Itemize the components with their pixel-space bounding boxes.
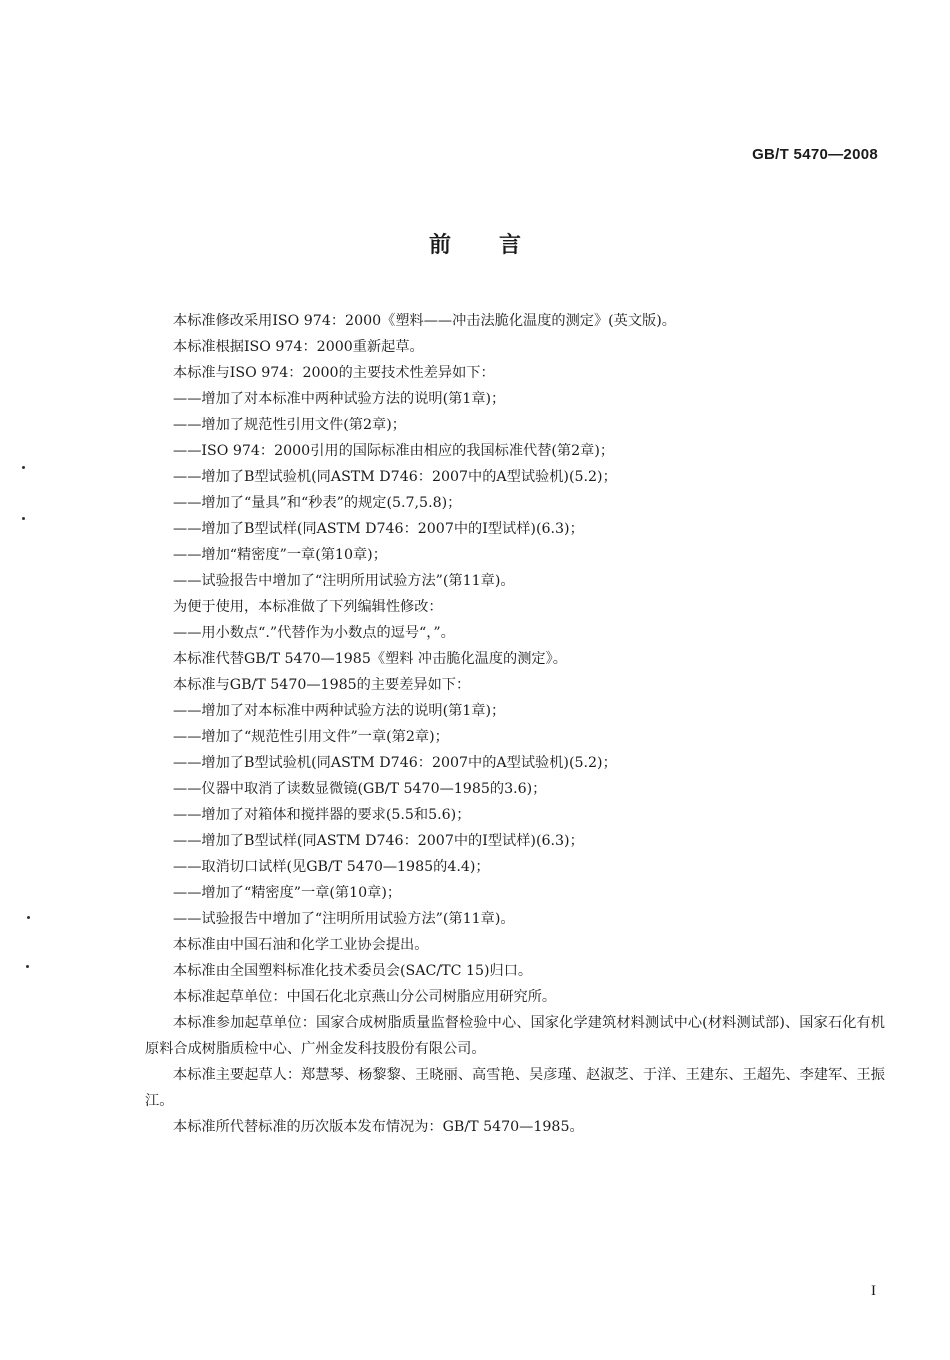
page-title: 前言 — [428, 233, 569, 258]
text-line: 本标准与GB/T 5470—1985的主要差异如下： — [173, 677, 471, 693]
list-item: ——增加了对本标准中两种试验方法的说明(第1章)； — [173, 391, 506, 407]
list-item: ——ISO 974：2000引用的国际标准由相应的我国标准代替(第2章)； — [173, 443, 615, 459]
list-item: ——增加了“量具”和“秒表”的规定(5.7,5.8)； — [173, 495, 462, 511]
text-line: 本标准由全国塑料标准化技术委员会(SAC/TC 15)归口。 — [173, 963, 533, 979]
scan-speck — [26, 965, 29, 968]
list-item: ——取消切口试样(见GB/T 5470—1985的4.4)； — [173, 859, 490, 875]
scan-speck — [22, 517, 25, 520]
list-item: ——增加了“精密度”一章(第10章)； — [173, 885, 402, 901]
text-paragraph: 本标准参加起草单位：国家合成树脂质量监督检验中心、国家化学建筑材料测试中心(材料测试部)、国家石化有机原料合成树脂质检中心、广州金发科技股份有限公司。 — [145, 1015, 885, 1057]
list-item: ——增加了B型试验机(同ASTM D746：2007中的A型试验机)(5.2)； — [173, 469, 617, 485]
list-item: ——试验报告中增加了“注明所用试验方法”(第11章)。 — [173, 573, 515, 589]
list-item: ——试验报告中增加了“注明所用试验方法”(第11章)。 — [173, 911, 515, 927]
text-line: 本标准由中国石油和化学工业协会提出。 — [173, 937, 429, 953]
scan-speck — [27, 916, 30, 919]
list-item: ——增加了B型试验机(同ASTM D746：2007中的A型试验机)(5.2)； — [173, 755, 617, 771]
list-item: ——增加了B型试样(同ASTM D746：2007中的Ⅰ型试样)(6.3)； — [173, 833, 584, 849]
text-line: 本标准与ISO 974：2000的主要技术性差异如下： — [173, 365, 495, 381]
foreword-body — [145, 308, 885, 1140]
list-item: ——增加了规范性引用文件(第2章)； — [173, 417, 406, 433]
scan-speck — [22, 466, 25, 469]
text-paragraph: 本标准所代替标准的历次版本发布情况为：GB/T 5470—1985。 — [173, 1119, 584, 1135]
text-line: 本标准修改采用ISO 974：2000《塑料——冲击法脆化温度的测定》(英文版)。 — [173, 313, 676, 329]
text-line: 为便于使用，本标准做了下列编辑性修改： — [173, 599, 443, 615]
text-paragraph: 本标准主要起草人：郑慧琴、杨黎黎、王晓丽、高雪艳、吴彦瑾、赵淑芝、于洋、王建东、王超先、李建军、王振江。 — [145, 1067, 885, 1109]
list-item: ——增加了对本标准中两种试验方法的说明(第1章)； — [173, 703, 506, 719]
standard-number: GB/T 5470—2008 — [752, 146, 878, 163]
list-item: ——增加了“规范性引用文件”一章(第2章)； — [173, 729, 449, 745]
list-item: ——增加“精密度”一章(第10章)； — [173, 547, 387, 563]
text-line: 本标准代替GB/T 5470—1985《塑料 冲击脆化温度的测定》。 — [173, 651, 567, 667]
list-item: ——用小数点“.”代替作为小数点的逗号“，”。 — [173, 625, 455, 641]
text-line: 本标准根据ISO 974：2000重新起草。 — [173, 339, 424, 355]
list-item: ——增加了B型试样(同ASTM D746：2007中的Ⅰ型试样)(6.3)； — [173, 521, 584, 537]
list-item: ——增加了对箱体和搅拌器的要求(5.5和5.6)； — [173, 807, 471, 823]
list-item: ——仪器中取消了读数显微镜(GB/T 5470—1985的3.6)； — [173, 781, 547, 797]
page-number: I — [871, 1283, 876, 1299]
text-line: 本标准起草单位：中国石化北京燕山分公司树脂应用研究所。 — [173, 989, 557, 1005]
